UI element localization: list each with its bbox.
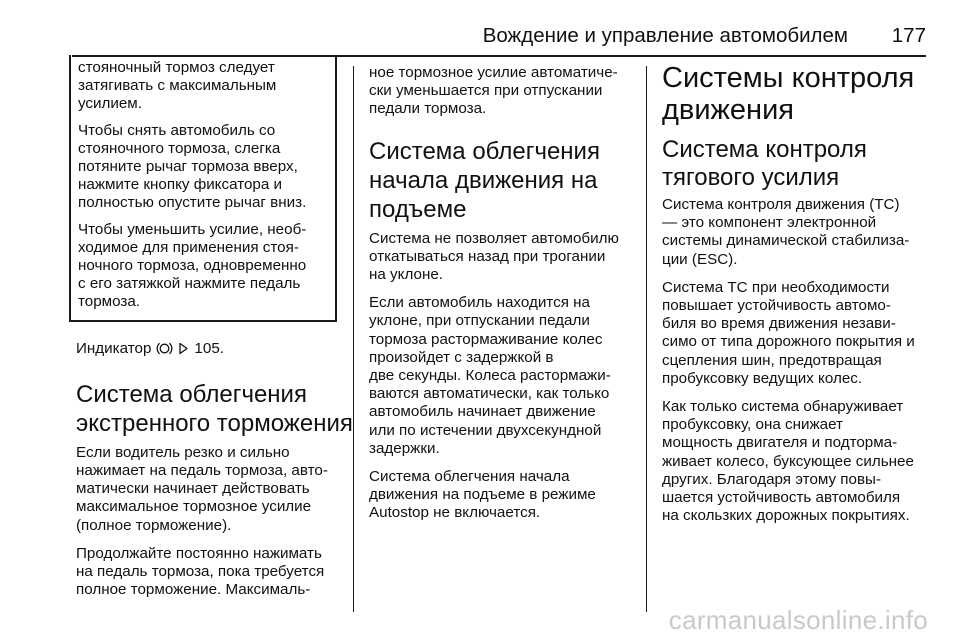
section-heading-hill-start-assist: Система облегчения начала движения на подъеме: [369, 137, 600, 223]
indicator-line: [76, 340, 353, 358]
watermark: carmanualsonline.info: [668, 605, 928, 635]
paragraph: Если автомобиль находится на уклоне, при отпускании педали тормоза растормаживание колес произойдет с задержкой в две секунды. Колеса растормажи- ваются автоматически, как только автомобиль начинает движение или по истечении двухсекундной задержки.: [369, 294, 611, 457]
sub-heading-traction-control: Система контроля тягового усилия: [662, 136, 867, 191]
box-paragraph-1: стояночный тормоз следует затягивать с максимальным усилием.: [78, 59, 277, 113]
paragraph: Система TC при необходимости повышает устойчивость автомо- биля во время движения незави- симо от типа дорожного покрытия и сцепления шин, предотвращая пробуксовку ведущих колес.: [662, 278, 915, 387]
paragraph: Как только система обнаруживает пробуксовку, она снижает мощность двигателя и подторма- живает колесо, буксующее сильнее других. Благодаря этому повы- шается устойчивость автомобиля на скользких дорожных покрытиях.: [662, 398, 914, 525]
column-3: [662, 62, 915, 535]
indicator-label: Индикатор: [76, 339, 152, 357]
column-divider-2: [646, 66, 647, 612]
page-number: 177: [891, 24, 926, 47]
brake-warning-icon: [156, 341, 173, 356]
indicator-page-reference[interactable]: 105.: [194, 339, 224, 357]
header-title: Вождение и управление автомобилем: [482, 24, 848, 47]
paragraph: ное тормозное усилие автоматиче- ски уменьшается при отпускании педали тормоза.: [369, 64, 618, 118]
column-2: [369, 64, 619, 533]
paragraph: Система не позволяет автомобилю откатываться назад при трогании на уклоне.: [369, 229, 619, 284]
parking-brake-box: [69, 55, 337, 322]
paragraph: Система контроля движения (TC) — это компонент электронной системы динамической стабилиза- ции (ESC).: [662, 196, 910, 268]
column-1: [76, 55, 353, 609]
box-paragraph-2: Чтобы снять автомобиль со стояночного тормоза, слегка потяните рычаг тормоза вверх, нажмите кнопку фиксатора и полностью опустите рычаг вниз.: [78, 121, 307, 212]
box-paragraph-3: Чтобы уменьшить усилие, необ- ходимое для применения стоя- ночного тормоза, одновременно с его затяжкой нажмите педаль тормоза.: [78, 220, 307, 311]
page-reference-arrow-icon[interactable]: [178, 342, 189, 355]
paragraph: Система облегчения начала движения на подъеме в режиме Autostop не включается.: [369, 468, 596, 522]
paragraph: Продолжайте постоянно нажимать на педаль тормоза, пока требуется полное торможение. Максималь-: [76, 544, 325, 599]
section-heading-emergency-braking: Система облегчения экстренного торможения: [76, 380, 353, 437]
column-divider-1: [353, 66, 354, 612]
paragraph: Если водитель резко и сильно нажимает на педаль тормоза, авто- матически начинает действовать максимальное тормозное усилие (полное торможение).: [76, 443, 328, 534]
main-heading-traction-systems: Системы контроля движения: [662, 62, 915, 126]
